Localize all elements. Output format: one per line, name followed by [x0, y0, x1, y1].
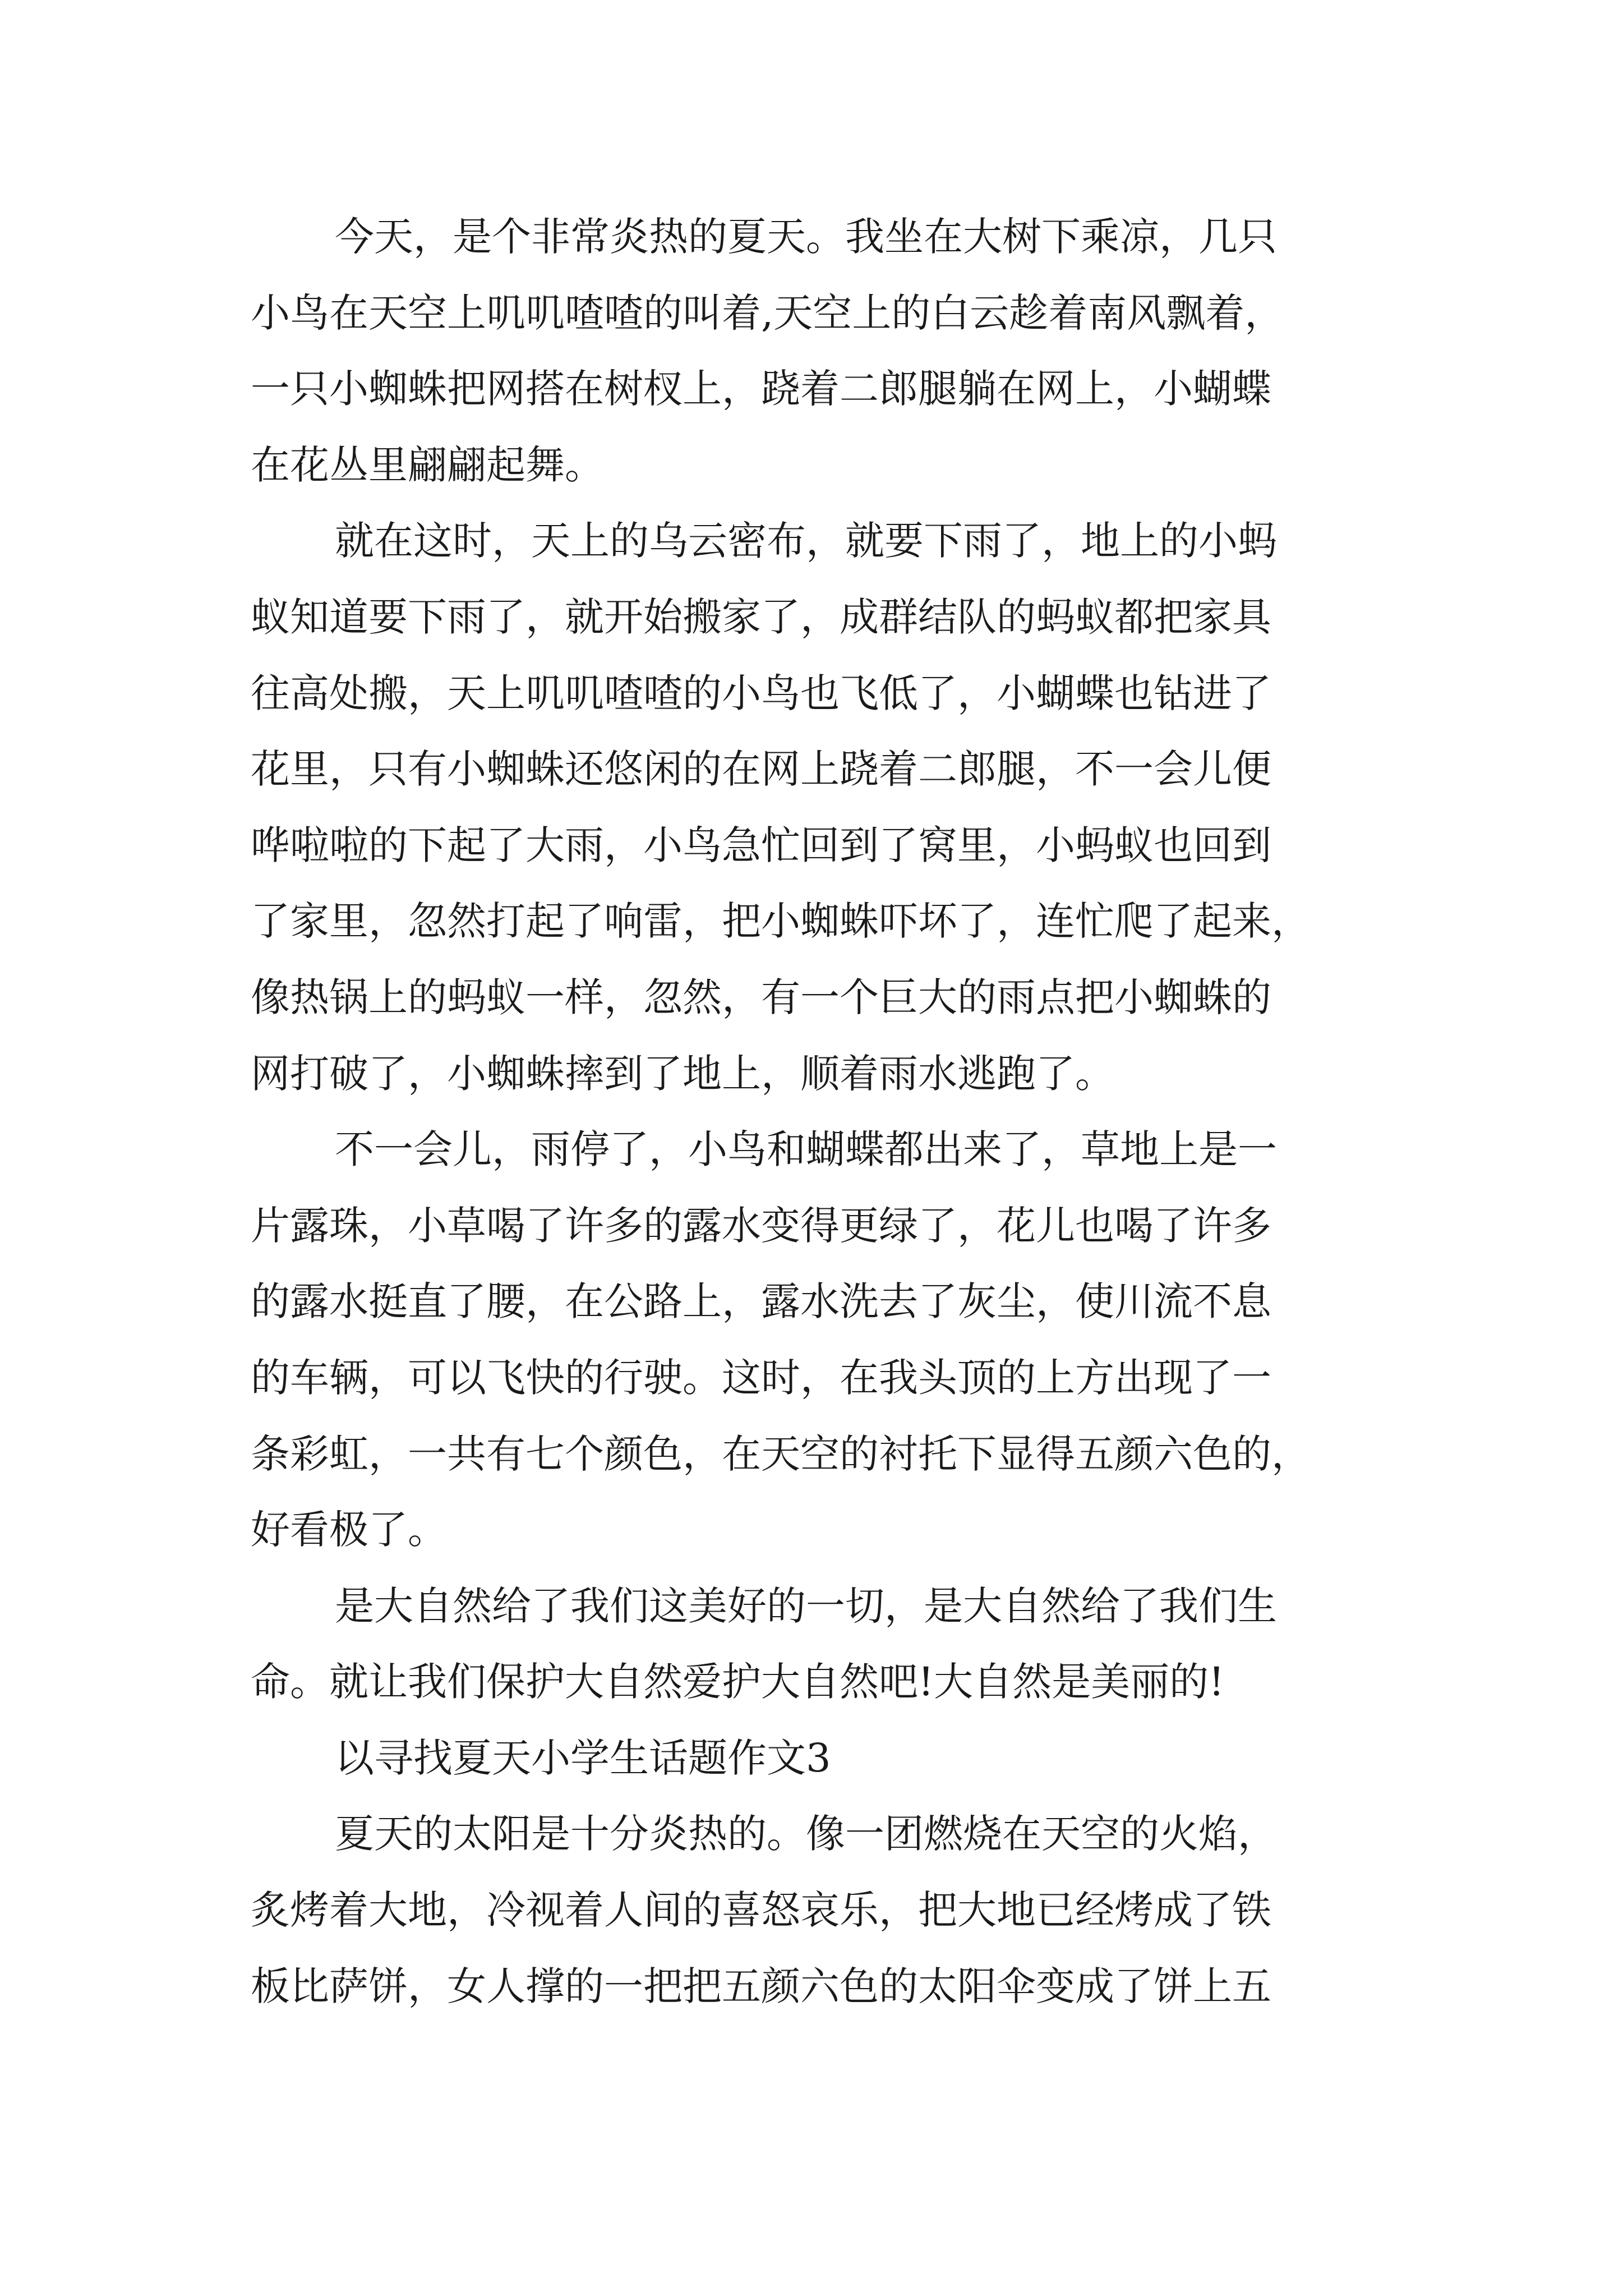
paragraph-3-line-4: 的车辆，可以飞快的行驶。这时，在我头顶的上方出现了一: [251, 1354, 1271, 1401]
paragraph-4-line-1: 是大自然给了我们这美好的一切，是大自然给了我们生: [335, 1582, 1277, 1629]
paragraph-3-line-5: 条彩虹，一共有七个颜色，在天空的衬托下显得五颜六色的，: [251, 1430, 1311, 1477]
paragraph-3-line-2: 片露珠，小草喝了许多的露水变得更绿了，花儿也喝了许多: [251, 1202, 1271, 1249]
paragraph-4-line-2: 命。就让我们保护大自然爱护大自然吧!大自然是美丽的!: [251, 1659, 1225, 1705]
paragraph-1-line-3: 一只小蜘蛛把网搭在树杈上，跷着二郎腿躺在网上，小蝴蝶: [251, 366, 1271, 412]
paragraph-3-line-3: 的露水挺直了腰，在公路上，露水洗去了灰尘，使川流不息: [251, 1278, 1271, 1325]
paragraph-1-line-1: 今天，是个非常炎热的夏天。我坐在大树下乘凉，几只: [335, 214, 1277, 260]
paragraph-2-line-2: 蚁知道要下雨了，就开始搬家了，成群结队的蚂蚁都把家具: [251, 593, 1271, 640]
paragraph-5-line-1: 夏天的太阳是十分炎热的。像一团燃烧在天空的火焰，: [335, 1811, 1277, 1857]
section-heading: 以寻找夏天小学生话题作文3: [335, 1734, 831, 1781]
paragraph-5-line-3: 板比萨饼，女人撑的一把把五颜六色的太阳伞变成了饼上五: [251, 1963, 1271, 2009]
paragraph-2-line-3: 往高处搬，天上叽叽喳喳的小鸟也飞低了，小蝴蝶也钻进了: [251, 670, 1271, 716]
paragraph-2-line-7: 像热锅上的蚂蚁一样，忽然，有一个巨大的雨点把小蜘蛛的: [251, 974, 1271, 1020]
paragraph-2-line-8: 网打破了，小蜘蛛摔到了地上，顺着雨水逃跑了。: [251, 1050, 1114, 1097]
paragraph-1-line-2: 小鸟在天空上叽叽喳喳的叫着,天空上的白云趁着南风飘着，: [251, 289, 1284, 336]
paragraph-2-line-4: 花里，只有小蜘蛛还悠闲的在网上跷着二郎腿，不一会儿便: [251, 746, 1271, 793]
paragraph-3-line-1: 不一会儿，雨停了，小鸟和蝴蝶都出来了，草地上是一: [335, 1126, 1277, 1173]
paragraph-2-line-5: 哗啦啦的下起了大雨，小鸟急忙回到了窝里，小蚂蚁也回到: [251, 822, 1271, 868]
paragraph-2-line-6: 了家里，忽然打起了响雷，把小蜘蛛吓坏了，连忙爬了起来，: [251, 898, 1311, 945]
paragraph-5-line-2: 炙烤着大地，冷视着人间的喜怒哀乐，把大地已经烤成了铁: [251, 1887, 1271, 1934]
paragraph-3-line-6: 好看极了。: [251, 1507, 447, 1553]
paragraph-1-line-4: 在花丛里翩翩起舞。: [251, 441, 604, 488]
paragraph-2-line-1: 就在这时，天上的乌云密布，就要下雨了，地上的小蚂: [335, 518, 1277, 564]
essay-text: [251, 199, 1451, 2024]
